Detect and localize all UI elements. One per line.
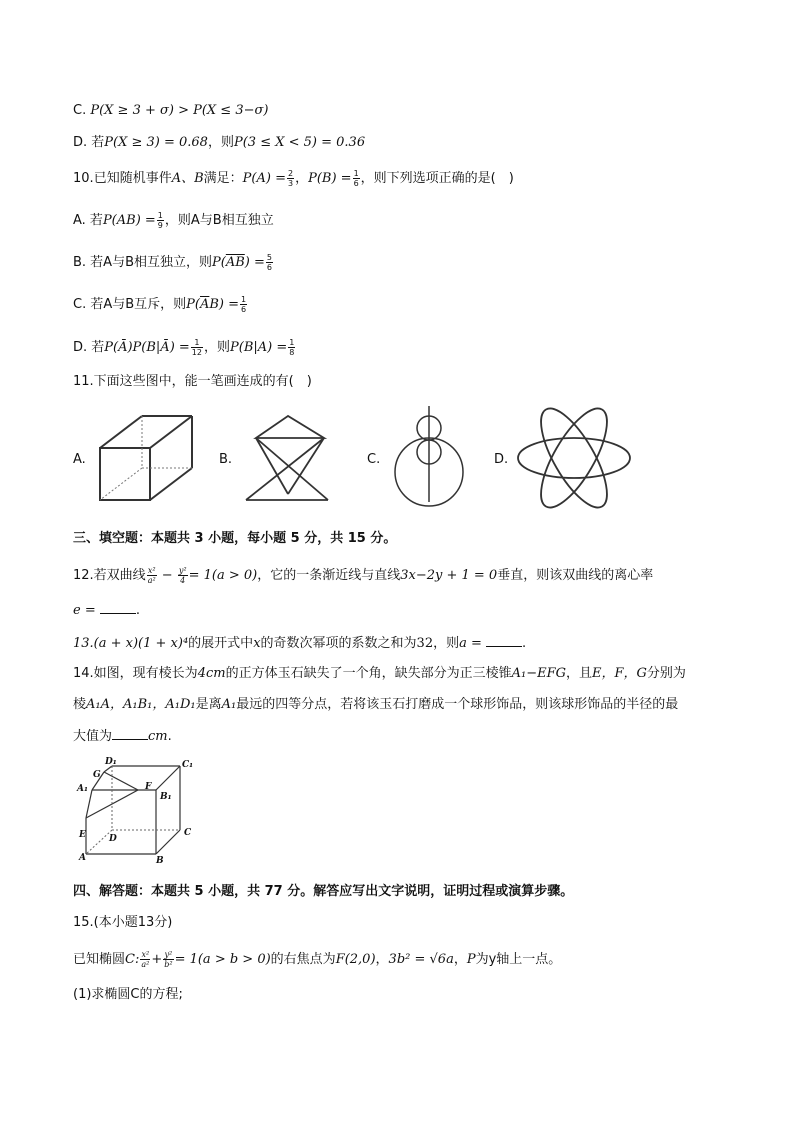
- q15-line1: 已知椭圆C: $\frac{\text{x²}}{\text{a²}}$ + $\frac{\text{y²}}{\text{b²}}$ = 1(a > b > 0)的右焦点为F(2,0)，3b² = √6a，P为y轴上一点。: [73, 950, 562, 969]
- q11-label-c: C.: [367, 452, 381, 467]
- section-3-heading: 三、填空题：本题共 3 小题，每小题 5 分，共 15 分。: [73, 531, 397, 546]
- fraction: $\frac{\text{x²}}{\text{a²}}$: [147, 566, 156, 585]
- q11-figure-c-circles: [388, 404, 468, 508]
- fraction: $\frac{\text{x²}}{\text{a²}}$: [141, 950, 150, 969]
- cube-label-a1: A₁: [77, 784, 88, 794]
- q14-line2: 棱A₁A，A₁B₁，A₁D₁是离A₁最远的四等分点，若将该玉石打磨成一个球形饰品，则该球形饰品的半径的最: [73, 697, 679, 712]
- fraction: $\frac{1}{8}$: [289, 338, 295, 357]
- q10-option-c: C. 若A与B互斥，则$P(\overline{A}B)$ = $\frac{1}{6}$: [73, 295, 247, 314]
- fraction: $\frac{1}{12}$: [191, 338, 202, 357]
- cube-label-b: B: [156, 856, 164, 866]
- q14-line3: 大值为 cm.: [73, 729, 172, 744]
- section-4-heading: 四、解答题：本题共 5 小题，共 77 分。解答应写出文字说明，证明过程或演算步骤。: [73, 884, 574, 899]
- q14-line1: 14.如图，现有棱长为4cm的正方体玉石缺失了一个角，缺失部分为正三棱锥A₁−EFG，且E，F，G分别为: [73, 666, 686, 681]
- q9-option-c: C. P(X ≥ 3 + σ) > P(X ≤ 3−σ): [73, 103, 269, 118]
- fraction: $\frac{1}{9}$: [157, 211, 163, 230]
- q11-label-a: A.: [73, 452, 86, 467]
- q11-figure-d-atom: [512, 404, 636, 512]
- fraction: $\frac{1}{6}$: [353, 169, 359, 188]
- q10-option-b: B. 若A与B相互独立，则$P(\overline{AB})$ = $\frac{5}{6}$: [73, 253, 272, 272]
- q12-line2: e = .: [73, 603, 140, 618]
- q11-label-d: D.: [494, 452, 509, 467]
- cube-label-a: A: [79, 853, 86, 863]
- fraction: $\frac{\text{y²}}{4}$: [178, 566, 187, 585]
- fraction: $\frac{5}{6}$: [266, 253, 272, 272]
- fraction: $\frac{\text{y²}}{\text{b²}}$: [164, 950, 173, 969]
- answer-blank[interactable]: [486, 634, 522, 647]
- cube-label-c1: C₁: [182, 760, 194, 770]
- answer-blank[interactable]: [100, 601, 136, 614]
- cube-label-d1: D₁: [105, 757, 117, 767]
- q11-figure-a-cuboid: [92, 412, 202, 504]
- q9-option-d: D. 若P(X ≥ 3) = 0.68，则P(3 ≤ X < 5) = 0.36: [73, 135, 366, 150]
- cube-label-c: C: [184, 828, 192, 838]
- q15-heading: 15.(本小题13分): [73, 915, 173, 930]
- cube-label-b1: B₁: [160, 792, 172, 802]
- q13: 13.(a + x)(1 + x)⁴的展开式中x的奇数次幂项的系数之和为32，则a = .: [73, 636, 527, 651]
- q10-stem: 10.已知随机事件A、B满足：P(A) = $\frac{2}{3}$ ，P(B) = $\frac{1}{6}$ ，则下列选项正确的是( ): [73, 169, 514, 188]
- q11-stem: 11.下面这些图中，能一笔画连成的有( ): [73, 374, 312, 389]
- q10-option-a: A. 若P(AB) = $\frac{1}{9}$ ，则A与B相互独立: [73, 211, 274, 230]
- cube-label-g: G: [93, 770, 101, 780]
- q11-figure-b-star: [240, 410, 340, 502]
- cube-label-d: D: [109, 834, 117, 844]
- answer-blank[interactable]: [112, 727, 148, 740]
- q10-option-d: D. 若P(Ā)P(B|Ā) = $\frac{1}{12}$ ，则P(B|A) = $\frac{1}{8}$: [73, 338, 295, 357]
- q15-part1: (1)求椭圆C的方程;: [73, 987, 183, 1002]
- q12-line1: 12.若双曲线 $\frac{\text{x²}}{\text{a²}}$ − $\frac{\text{y²}}{4}$ = 1(a > 0)，它的一条渐近线与直线3x−2y + 1 = 0垂直，则该双曲线的离心率: [73, 566, 654, 585]
- cube-label-f: F: [145, 782, 152, 792]
- fraction: $\frac{1}{6}$: [241, 295, 247, 314]
- fraction: $\frac{2}{3}$: [287, 169, 294, 188]
- cube-label-e: E: [79, 830, 86, 840]
- q11-label-b: B.: [219, 452, 233, 467]
